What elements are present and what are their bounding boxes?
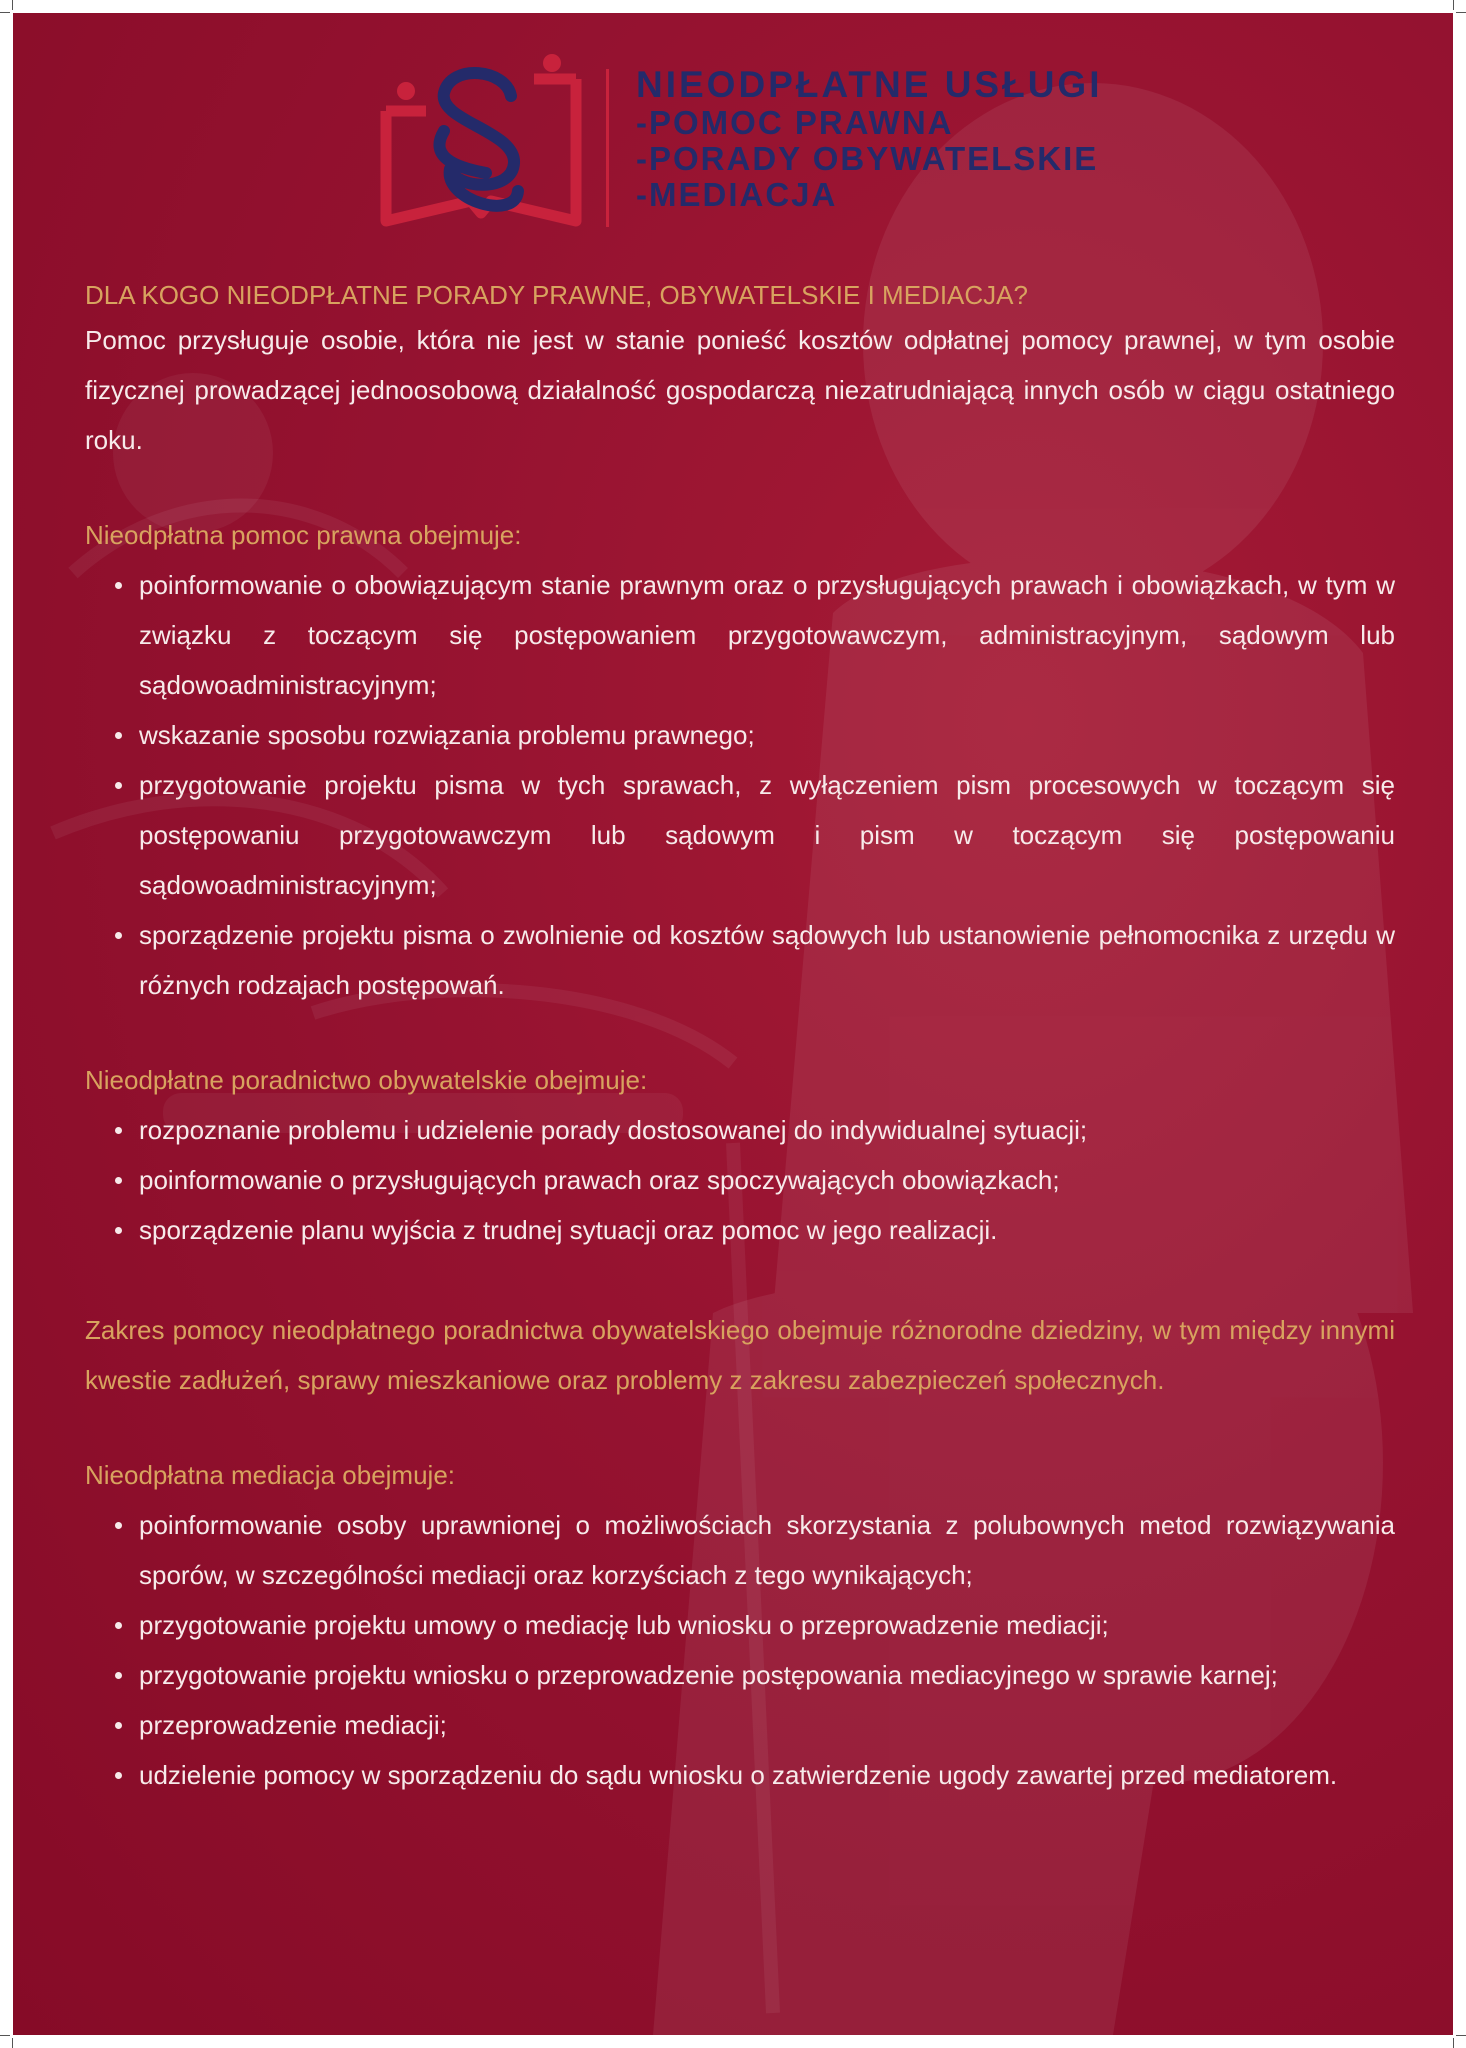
bullet-icon <box>115 582 122 589</box>
mediation-section <box>85 1455 1395 1800</box>
logo-divider <box>606 69 609 227</box>
logo-title: NIEODPŁATNE USŁUGI <box>636 64 1103 105</box>
logo-line-mediation: -MEDIACJA <box>636 176 838 213</box>
list-item-text: sporządzenie projektu pisma o zwolnienie od kosztów sądowych lub ustanowienie pełnomocnika z urzędu w różnych rodzajach postępowań. <box>139 920 1395 1000</box>
bullet-icon <box>115 1772 122 1779</box>
logo-line-civic-advice: -PORADY OBYWATELSKIE <box>636 140 1099 177</box>
civic-advice-heading: Nieodpłatne poradnictwo obywatelskie obejmuje: <box>85 1065 648 1095</box>
mediation-list <box>85 1500 1395 1800</box>
logo-text <box>636 64 1103 213</box>
crop-mark <box>1456 12 1466 13</box>
list-item <box>85 1700 1395 1750</box>
bullet-icon <box>115 1722 122 1729</box>
bullet-icon <box>115 782 122 789</box>
intro-text: Pomoc przysługuje osobie, która nie jest w stanie ponieść kosztów odpłatnej pomocy prawnej, w tym osobie fizycznej prowadzącej jednoosobową działalność gospodarczą niezatrudniającą innych osób w ciągu ostatniego roku. <box>85 325 1395 455</box>
bullet-icon <box>115 932 122 939</box>
scope-section <box>85 1305 1395 1405</box>
list-item-text: poinformowanie osoby uprawnionej o możliwościach skorzystania z polubownych metod rozwiązywania sporów, w szczególności mediacji oraz korzyściach z tego wynikających; <box>139 1510 1395 1590</box>
list-item-text: przeprowadzenie mediacji; <box>139 1710 447 1740</box>
crop-mark <box>0 2035 10 2036</box>
list-item-text: poinformowanie o przysługujących prawach oraz spoczywających obowiązkach; <box>139 1165 1060 1195</box>
list-item-text: przygotowanie projektu pisma w tych sprawach, z wyłączeniem pism procesowych w toczącym się postępowaniu przygotowawczym lub sądowym i pism w toczącym się postępowaniu sądowoadministracyjnym; <box>139 770 1395 900</box>
legal-aid-list <box>85 560 1395 1010</box>
intro-section <box>85 275 1395 465</box>
crop-mark <box>1456 2035 1466 2036</box>
list-item-text: sporządzenie planu wyjścia z trudnej sytuacji oraz pomoc w jego realizacji. <box>139 1215 998 1245</box>
list-item-text: poinformowanie o obowiązującym stanie prawnym oraz o przysługujących prawach i obowiązkach, w tym w związku z toczącym się postępowaniem przygotowawczym, administracyjnym, sądowym lub sądowoadministracyjnym; <box>139 570 1395 700</box>
list-item <box>85 710 1395 760</box>
list-item <box>85 1155 1395 1205</box>
list-item-text: udzielenie pomocy w sporządzeniu do sądu wniosku o zatwierdzenie ugody zawartej przed mediatorem. <box>139 1760 1338 1790</box>
bullet-icon <box>115 1622 122 1629</box>
list-item <box>85 1750 1395 1800</box>
bullet-icon <box>115 1227 122 1234</box>
crop-mark <box>12 2038 13 2048</box>
bullet-icon <box>115 1127 122 1134</box>
list-item <box>85 910 1395 1010</box>
civic-advice-list <box>85 1105 1395 1255</box>
flyer-content <box>85 275 1395 1800</box>
paragraph-book-icon <box>366 51 596 241</box>
legal-aid-section <box>85 515 1395 1010</box>
list-item <box>85 760 1395 910</box>
crop-mark <box>0 12 10 13</box>
civic-advice-section <box>85 1060 1395 1255</box>
list-item <box>85 560 1395 710</box>
mediation-heading: Nieodpłatna mediacja obejmuje: <box>85 1460 456 1490</box>
bullet-icon <box>115 1522 122 1529</box>
scope-text: Zakres pomocy nieodpłatnego poradnictwa obywatelskiego obejmuje różnorodne dziedziny, w tym między innymi kwestie zadłużeń, sprawy mieszkaniowe oraz problemy z zakresu zabezpieczeń społecznych. <box>85 1315 1395 1395</box>
crop-mark <box>12 0 13 10</box>
list-item <box>85 1650 1395 1700</box>
bullet-icon <box>115 732 122 739</box>
legal-aid-heading: Nieodpłatna pomoc prawna obejmuje: <box>85 520 522 550</box>
list-item-text: przygotowanie projektu umowy o mediację lub wniosku o przeprowadzenie mediacji; <box>139 1610 1109 1640</box>
list-item <box>85 1600 1395 1650</box>
brand-logo <box>366 51 1126 241</box>
list-item <box>85 1105 1395 1155</box>
crop-mark <box>1453 0 1454 10</box>
bullet-icon <box>115 1177 122 1184</box>
list-item <box>85 1500 1395 1600</box>
intro-heading: DLA KOGO NIEODPŁATNE PORADY PRAWNE, OBYWATELSKIE I MEDIACJA? <box>85 280 1028 310</box>
list-item-text: przygotowanie projektu wniosku o przeprowadzenie postępowania mediacyjnego w sprawie karnej; <box>139 1660 1278 1690</box>
list-item-text: rozpoznanie problemu i udzielenie porady dostosowanej do indywidualnej sytuacji; <box>139 1115 1088 1145</box>
crop-mark <box>1453 2038 1454 2048</box>
flyer-page <box>13 13 1453 2035</box>
list-item-text: wskazanie sposobu rozwiązania problemu prawnego; <box>139 720 755 750</box>
list-item <box>85 1205 1395 1255</box>
logo-line-legal-aid: -POMOC PRAWNA <box>636 104 954 141</box>
bullet-icon <box>115 1672 122 1679</box>
